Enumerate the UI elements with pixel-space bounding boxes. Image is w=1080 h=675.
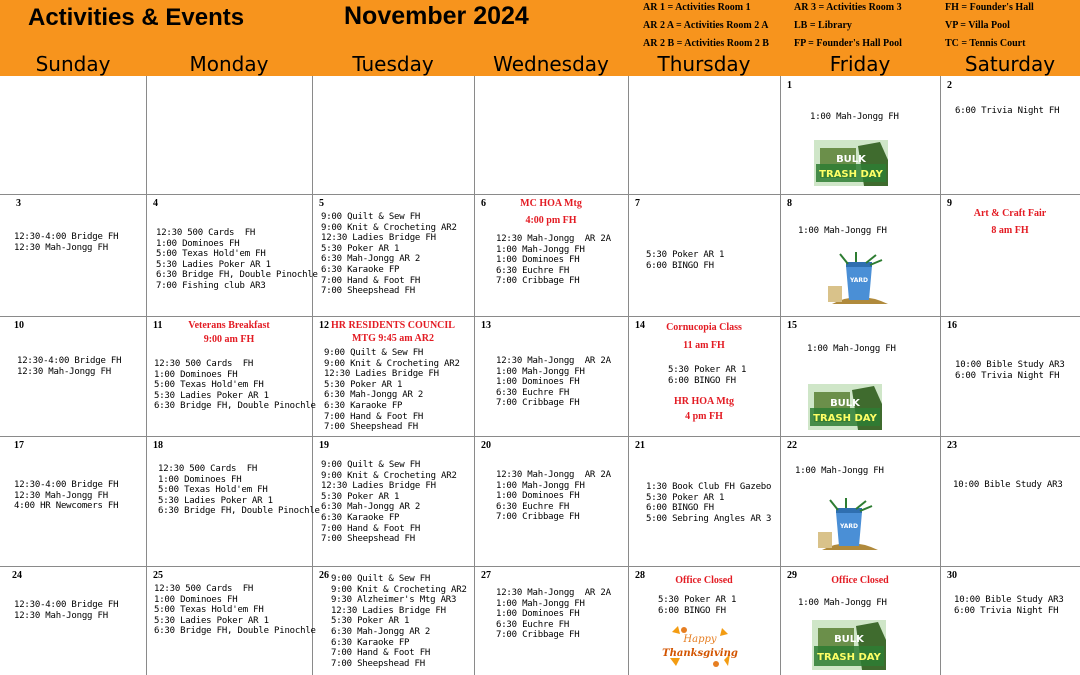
yard-waste-icon xyxy=(816,498,882,554)
day-events: 1:00 Mah-Jongg FH xyxy=(810,112,899,122)
day-cell[interactable] xyxy=(474,194,628,316)
svg-text:Thanksgiving: Thanksgiving xyxy=(662,648,738,659)
day-events: 5:30 Poker AR 1 6:00 BINGO FH xyxy=(668,365,747,386)
day-cell[interactable] xyxy=(146,316,316,436)
day-cell[interactable] xyxy=(628,316,780,436)
day-cell[interactable] xyxy=(0,566,146,675)
day-cell[interactable] xyxy=(780,76,940,194)
day-events: 12:30 500 Cards FH 1:00 Dominoes FH 5:00 Texas Hold'em FH 5:30 Ladies Poker AR 1 6:30 Bridge FH, Double Pinochle xyxy=(158,464,320,517)
day-events: 12:30 Mah-Jongg AR 2A 1:00 Mah-Jongg FH 1:00 Dominoes FH 6:30 Euchre FH 7:00 Cribbage FH xyxy=(496,356,611,409)
day-number: 22 xyxy=(787,440,797,451)
special-event: MC HOA Mtg xyxy=(520,198,582,209)
bulk-trash-day-icon xyxy=(812,620,886,670)
yard-waste-caption: YARD xyxy=(849,277,869,284)
weekday-thursday: Thursday xyxy=(657,52,751,76)
day-number: 16 xyxy=(947,320,957,331)
day-events: 1:30 Book Club FH Gazebo 5:30 Poker AR 1 6:00 BINGO FH 5:00 Sebring Angles AR 3 xyxy=(646,482,772,524)
day-number: 26 xyxy=(319,570,329,581)
legend-vp: VP = Villa Pool xyxy=(945,20,1010,31)
day-cell[interactable] xyxy=(0,194,146,316)
day-number: 14 xyxy=(635,320,645,331)
day-events: 12:30 500 Cards FH 1:00 Dominoes FH 5:00 Texas Hold'em FH 5:30 Ladies Poker AR 1 6:30 Bridge FH, Double Pinochle xyxy=(154,584,316,637)
calendar-grid xyxy=(0,76,1080,675)
day-number: 20 xyxy=(481,440,491,451)
bulk-trash-day-icon xyxy=(808,384,882,430)
day-events: 12:30-4:00 Bridge FH 12:30 Mah-Jongg FH xyxy=(17,356,122,377)
day-cell[interactable] xyxy=(628,194,780,316)
day-cell[interactable] xyxy=(312,436,474,566)
svg-text:YARD: YARD xyxy=(839,523,859,530)
day-number: 1 xyxy=(787,80,792,91)
day-events: 12:30 500 Cards FH 1:00 Dominoes FH 5:00 Texas Hold'em FH 5:30 Ladies Poker AR 1 6:30 Bridge FH, Double Pinochle xyxy=(154,359,316,412)
day-cell[interactable] xyxy=(780,436,940,566)
svg-text:TRASH DAY: TRASH DAY xyxy=(817,652,881,663)
day-number: 10 xyxy=(14,320,24,331)
legend-fh: FH = Founder's Hall xyxy=(945,2,1034,13)
day-events: 9:00 Quilt & Sew FH 9:00 Knit & Crocheting AR2 12:30 Ladies Bridge FH 5:30 Poker AR 1 6:30 Mah-Jongg AR 2 6:30 Karaoke FP 7:00 Hand & Foot FH 7:00 Sheepshead FH xyxy=(321,460,457,545)
day-number: 5 xyxy=(319,198,324,209)
svg-text:BULK: BULK xyxy=(830,398,860,409)
special-event-time: MTG 9:45 am AR2 xyxy=(352,333,434,344)
special-event-time: 8 am FH xyxy=(991,225,1029,236)
day-cell[interactable] xyxy=(940,76,1080,194)
special-event-time: 4:00 pm FH xyxy=(525,215,577,226)
day-events: 9:00 Quilt & Sew FH 9:00 Knit & Crocheting AR2 12:30 Ladies Bridge FH 5:30 Poker AR 1 6:30 Mah-Jongg AR 2 6:30 Karaoke FP 7:00 Hand & Foot FH 7:00 Sheepshead FH xyxy=(321,212,457,297)
day-cell[interactable] xyxy=(0,316,146,436)
svg-text:TRASH DAY: TRASH DAY xyxy=(819,169,883,180)
day-number: 24 xyxy=(12,570,22,581)
day-events: 12:30 Mah-Jongg AR 2A 1:00 Mah-Jongg FH 1:00 Dominoes FH 6:30 Euchre FH 7:00 Cribbage FH xyxy=(496,234,611,287)
calendar-header xyxy=(0,0,1080,76)
day-events: 9:00 Quilt & Sew FH 9:00 Knit & Crocheting AR2 9:30 Alzheimer's Mtg AR3 12:30 Ladies Bridge FH 5:30 Poker AR 1 6:30 Mah-Jongg AR 2 6:30 Karaoke FP 7:00 Hand & Foot FH 7:00 Sheepshead FH xyxy=(331,574,467,669)
day-events: 12:30 Mah-Jongg AR 2A 1:00 Mah-Jongg FH 1:00 Dominoes FH 6:30 Euchre FH 7:00 Cribbage FH xyxy=(496,470,611,523)
day-cell[interactable] xyxy=(474,436,628,566)
special-event: Office Closed xyxy=(831,575,889,586)
day-events: 12:30-4:00 Bridge FH 12:30 Mah-Jongg FH 4:00 HR Newcomers FH xyxy=(14,480,119,512)
legend-fp: FP = Founder's Hall Pool xyxy=(794,38,902,49)
weekday-friday: Friday xyxy=(829,52,891,76)
day-number: 4 xyxy=(153,198,158,209)
day-events: 6:00 Trivia Night FH xyxy=(955,106,1060,116)
day-cell[interactable] xyxy=(940,566,1080,675)
day-number: 15 xyxy=(787,320,797,331)
day-cell[interactable] xyxy=(940,316,1080,436)
weekday-sunday: Sunday xyxy=(35,52,111,76)
special-event-time: 9:00 am FH xyxy=(203,334,255,345)
day-cell[interactable] xyxy=(312,316,474,436)
day-number: 7 xyxy=(635,198,640,209)
day-cell[interactable] xyxy=(474,566,628,675)
day-number: 3 xyxy=(16,198,21,209)
happy-thanksgiving-icon xyxy=(662,622,738,670)
legend-ar3: AR 3 = Activities Room 3 xyxy=(794,2,902,13)
day-events: 12:30-4:00 Bridge FH 12:30 Mah-Jongg FH xyxy=(14,600,119,621)
special-event: Art & Craft Fair xyxy=(973,208,1047,219)
day-events: 1:00 Mah-Jongg FH xyxy=(807,344,896,354)
special-event-time: 4 pm FH xyxy=(685,411,723,422)
month-title: November 2024 xyxy=(344,2,529,30)
special-event: Cornucopia Class xyxy=(666,322,742,333)
day-cell[interactable] xyxy=(628,436,780,566)
day-cell[interactable] xyxy=(780,194,940,316)
day-number: 21 xyxy=(635,440,645,451)
yard-waste-icon xyxy=(826,252,892,308)
day-cell[interactable] xyxy=(780,566,940,675)
weekday-saturday: Saturday xyxy=(964,52,1056,76)
day-number: 6 xyxy=(481,198,486,209)
day-number: 11 xyxy=(153,320,163,331)
weekday-wednesday: Wednesday xyxy=(493,52,609,76)
day-number: 2 xyxy=(947,80,952,91)
day-number: 13 xyxy=(481,320,491,331)
legend-ar2b: AR 2 B = Activities Room 2 B xyxy=(643,38,769,49)
day-cell[interactable] xyxy=(940,436,1080,566)
special-event: HR RESIDENTS COUNCIL xyxy=(331,320,455,331)
day-events: 12:30 Mah-Jongg AR 2A 1:00 Mah-Jongg FH 1:00 Dominoes FH 6:30 Euchre FH 7:00 Cribbage FH xyxy=(496,588,611,641)
day-number: 19 xyxy=(319,440,329,451)
legend-ar2a: AR 2 A = Activities Room 2 A xyxy=(643,20,769,31)
day-number: 27 xyxy=(481,570,491,581)
special-event-time: 11 am FH xyxy=(683,340,725,351)
day-number: 25 xyxy=(153,570,163,581)
day-events: 10:00 Bible Study AR3 xyxy=(953,480,1063,490)
day-events: 1:00 Mah-Jongg FH xyxy=(795,466,884,476)
day-number: 29 xyxy=(787,570,797,581)
legend-lb: LB = Library xyxy=(794,20,852,31)
day-cell[interactable] xyxy=(628,566,780,675)
day-cell[interactable] xyxy=(146,436,320,566)
thanksgiving-caption: Happy xyxy=(683,634,717,645)
day-number: 18 xyxy=(153,440,163,451)
day-events: 12:30-4:00 Bridge FH 12:30 Mah-Jongg FH xyxy=(14,232,119,253)
day-events: 1:00 Mah-Jongg FH xyxy=(798,598,887,608)
day-events: 10:00 Bible Study AR3 6:00 Trivia Night FH xyxy=(954,595,1064,616)
special-event: Veterans Breakfast xyxy=(188,320,270,331)
day-events: 12:30 500 Cards FH 1:00 Dominoes FH 5:00 Texas Hold'em FH 5:30 Ladies Poker AR 1 6:30 Bridge FH, Double Pinochle 7:00 Fishing club AR3 xyxy=(156,228,318,291)
legend-tc: TC = Tennis Court xyxy=(945,38,1026,49)
day-events: 5:30 Poker AR 1 6:00 BINGO FH xyxy=(658,595,737,616)
special-event: HR HOA Mtg xyxy=(674,396,734,407)
day-number: 9 xyxy=(947,198,952,209)
day-number: 30 xyxy=(947,570,957,581)
special-event: Office Closed xyxy=(675,575,733,586)
page-title: Activities & Events xyxy=(28,4,245,31)
day-number: 28 xyxy=(635,570,645,581)
day-cell[interactable] xyxy=(146,566,316,675)
day-cell[interactable] xyxy=(146,194,318,316)
weekday-tuesday: Tuesday xyxy=(352,52,434,76)
day-events: 5:30 Poker AR 1 6:00 BINGO FH xyxy=(646,250,725,271)
day-number: 12 xyxy=(319,320,329,331)
svg-text:BULK: BULK xyxy=(834,634,864,645)
weekday-monday: Monday xyxy=(189,52,269,76)
day-events: 9:00 Quilt & Sew FH 9:00 Knit & Crocheting AR2 12:30 Ladies Bridge FH 5:30 Poker AR 1 6:30 Mah-Jongg AR 2 6:30 Karaoke FP 7:00 Hand & Foot FH 7:00 Sheepshead FH xyxy=(324,348,460,433)
legend-ar1: AR 1 = Activities Room 1 xyxy=(643,2,751,13)
day-number: 23 xyxy=(947,440,957,451)
day-cell[interactable] xyxy=(780,316,940,436)
day-cell[interactable] xyxy=(312,194,474,316)
day-cell[interactable] xyxy=(474,316,628,436)
bulk-trash-caption: BULK xyxy=(836,154,866,165)
day-cell[interactable] xyxy=(0,436,146,566)
bulk-trash-day-icon xyxy=(814,140,888,186)
day-events: 1:00 Mah-Jongg FH xyxy=(798,226,887,236)
day-number: 8 xyxy=(787,198,792,209)
day-number: 17 xyxy=(14,440,24,451)
day-cell[interactable] xyxy=(940,194,1080,316)
svg-text:TRASH DAY: TRASH DAY xyxy=(813,413,877,424)
day-events: 10:00 Bible Study AR3 6:00 Trivia Night FH xyxy=(955,360,1065,381)
day-cell[interactable] xyxy=(312,566,474,675)
